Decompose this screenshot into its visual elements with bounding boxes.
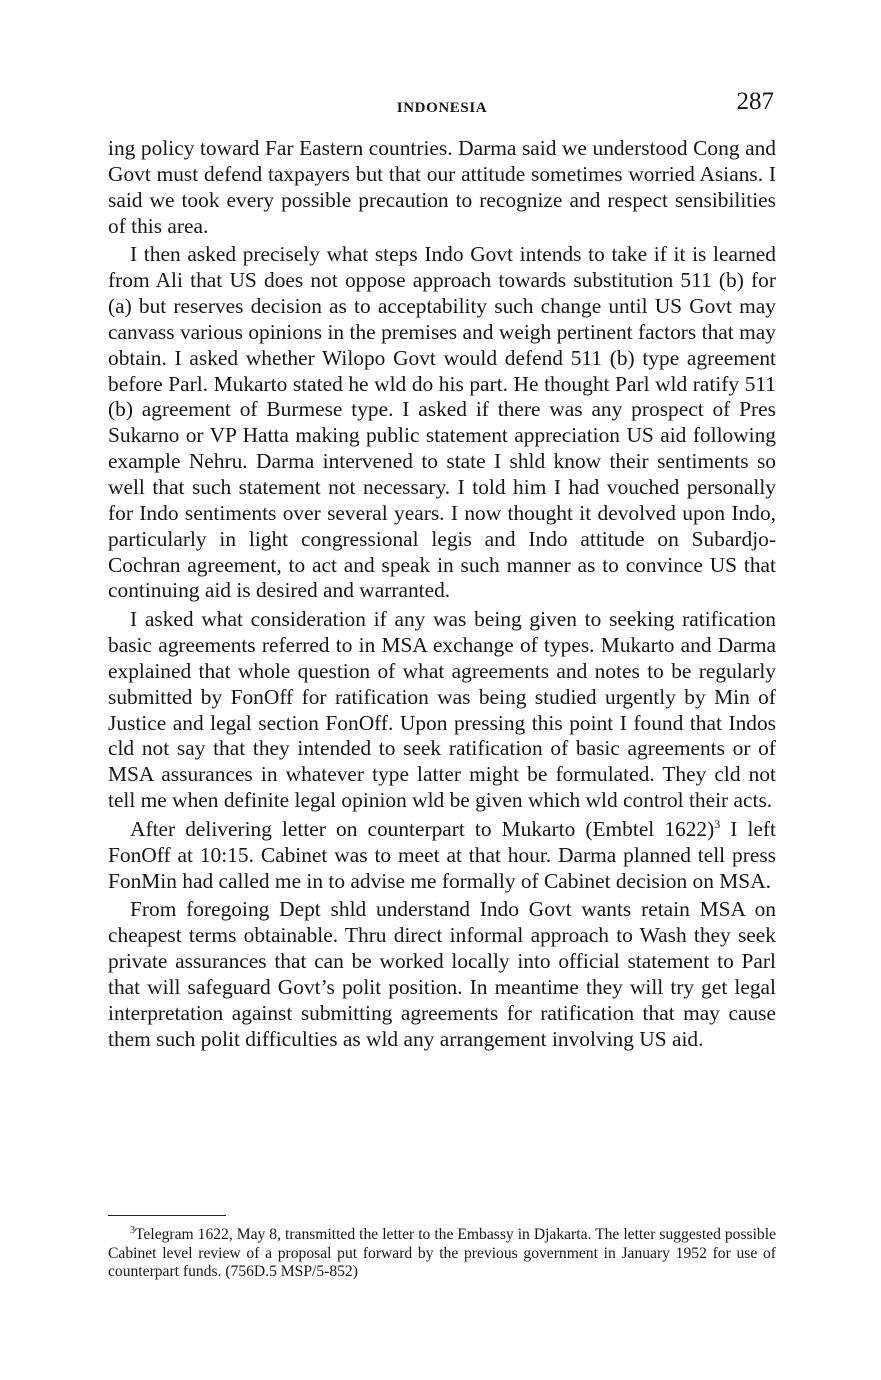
- paragraph-3: I asked what consideration if any was being given to seeking ratification basic agreements referred to in MSA exchange of types. Mukarto and Darma explained that whole question of what agreements and notes to be regularly submitted by FonOff for ratification was being studied urgently by Min of Justice and legal section FonOff. Upon pressing this point I found that Indos cld not say that they intended to seek ratification of basic agreements or of MSA assurances in whatever type latter might be formulated. They cld not tell me when definite legal opinion wld be given which wld control their acts.: [108, 607, 776, 813]
- running-title: INDONESIA: [396, 100, 488, 116]
- body-text: [108, 136, 776, 1053]
- paragraph-5: From foregoing Dept shld understand Indo Govt wants retain MSA on cheapest terms obtainable. Thru direct informal approach to Wash they seek private assurances that can be worked locally into official statement to Parl that will safeguard Govt’s polit position. In meantime they will try get legal interpretation against submitting agreements for ratification that may cause them such polit difficulties as wld any arrangement involving US aid.: [108, 897, 776, 1051]
- paragraph-1: ing policy toward Far Eastern countries. Darma said we understood Cong and Govt must defend taxpayers but that our attitude sometimes worried Asians. I said we took every possible precaution to recognize and respect sensibilities of this area.: [108, 136, 776, 238]
- paragraph-4: [108, 817, 776, 895]
- paragraph-4-text-after-ref: I left FonOff at 10:15. Cabinet was to meet at that hour. Darma planned tell press FonMin had called me in to advise me formally of Cabinet decision on MSA.: [108, 816, 776, 893]
- running-head: [108, 88, 776, 124]
- page-number: 287: [736, 88, 774, 115]
- paragraph-4-text-before-ref: After delivering letter on counterpart to Mukarto (Embtel 1622): [130, 816, 715, 841]
- paragraph-2: I then asked precisely what steps Indo Govt intends to take if it is learned from Ali that US does not oppose approach towards substitution 511 (b) for (a) but reserves decision as to acceptability such change until US Govt may canvass various opinions in the premises and weigh pertinent factors that may obtain. I asked whether Wilopo Govt would defend 511 (b) type agreement before Parl. Mukarto stated he wld do his part. He thought Parl wld ratify 511 (b) agreement of Burmese type. I asked if there was any prospect of Pres Sukarno or VP Hatta making public statement appreciation US aid following example Nehru. Darma intervened to state I shld know their sentiments so well that such statement not necessary. I told him I had vouched personally for Indo sentiments over several years. I now thought it devolved upon Indo, particularly in light congressional legis and Indo attitude on Subardjo-Cochran agreement, to act and speak in such manner as to convince US that continuing aid is desired and warranted.: [108, 242, 776, 603]
- footnote-marker: 3: [130, 1225, 135, 1236]
- footnote-divider: [108, 1215, 226, 1216]
- footnote: [108, 1226, 776, 1282]
- footnote-text: Telegram 1622, May 8, transmitted the letter to the Embassy in Djakarta. The letter suggested possible Cabinet level review of a proposal put forward by the previous government in January 1952 for use of counterpart funds. (756D.5 MSP/5-852): [108, 1226, 776, 1281]
- footnote-reference: 3: [714, 816, 721, 831]
